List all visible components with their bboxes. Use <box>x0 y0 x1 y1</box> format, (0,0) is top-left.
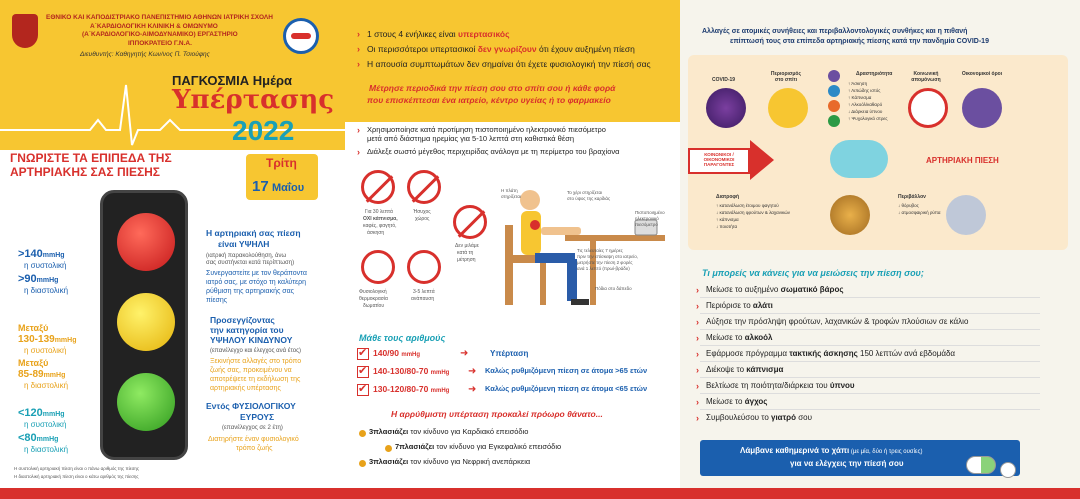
pill-icon <box>966 456 996 474</box>
covid-title-2: επίπτωσή τους στα επίπεδα αρτηριακής πίεσης κατά την πανδημία COVID-19 <box>730 38 989 45</box>
top-icon-label-2: Περιορισμός στο σπίτι <box>770 71 802 83</box>
diet-item-3: ↑ κάπνισμα <box>716 217 739 222</box>
blood-pressure-label: ΑΡΤΗΡΙΑΚΗ ΠΙΕΣΗ <box>926 156 999 165</box>
yellow-diastolic-value: 85-89mmHg <box>18 369 66 380</box>
check-icon <box>357 384 369 396</box>
days-label-1: Τις τελευταίες 7 ημέρες <box>577 248 623 253</box>
activity-item-5: ↓ Διάρκεια ύπνου <box>848 109 883 114</box>
activity-item-2: ↑ Λιπώδης ιστός <box>848 88 881 93</box>
socio-arrow-head <box>750 140 774 180</box>
right-panel <box>680 0 1080 499</box>
no-noise-icon <box>407 170 441 204</box>
green-desc-h2: ΕΥΡΟΥΣ <box>240 412 275 422</box>
can-do-title: Τι μπορείς να κάνεις για να μειώσεις την πίεση σου; <box>702 268 924 278</box>
back-label-1: Η πλάτη <box>501 188 518 193</box>
footnote-2: Η διαστολική αρτηριακή πίεση είναι ο κάτω αριθμός της πίεσης <box>14 474 139 479</box>
activity-item-1: ↑ Άσκηση <box>848 81 868 86</box>
header-line-3: (Α΄ΚΑΡΔΙΟΛΟΓΙΚΟ-ΑΙΜΟΔΥΝΑΜΙΚΟ) ΕΡΓΑΣΤΗΡΙΟ <box>82 31 238 38</box>
risk-bullet-icon <box>359 460 366 467</box>
header-line-4: ΙΠΠΟΚΡΑΤΕΙΟ Γ.Ν.Α. <box>128 40 192 47</box>
director-line: Διευθυντής: Καθηγητής Κων/νος Π. Τσιούφης <box>80 51 210 58</box>
risk-bullet-icon <box>385 445 392 452</box>
yellow-desc-h2: την κατηγορία του <box>210 325 284 335</box>
days-label-4: ανά 1 λεπτό (πρωί-βράδυ) <box>577 266 630 271</box>
yellow-desc-h1: Προσεγγίζοντας <box>210 315 275 325</box>
date-number: 17 <box>252 178 269 195</box>
advice-arrow: › <box>696 413 699 423</box>
check-icon <box>357 348 369 360</box>
advice-divider <box>700 313 1040 314</box>
advice-4: Μείωσε το αλκοόλ <box>706 333 773 342</box>
factory-icon <box>946 195 986 235</box>
yellow-pre-1: Μεταξύ <box>18 323 49 333</box>
risk-line-1: 3πλασιάζει τον κίνδυνο για Καρδιακό επεισόδιο <box>369 427 529 436</box>
yellow-pre-2: Μεταξύ <box>18 358 49 368</box>
advice-3: Αύξησε την πρόσληψη φρούτων, λαχανικών & τροφών πλούσιων σε κάλιο <box>706 317 969 326</box>
temp-cap-2: θερμοκρασία <box>359 296 388 302</box>
activity-icons <box>828 70 848 132</box>
advice-7: Βελτίωσε τη ποιότητα/διάρκεια του ύπνου <box>706 381 855 390</box>
red-diastolic-label: η διαστολική <box>24 286 69 295</box>
number-row-2-desc: Καλώς ρυθμιζόμενη πίεση σε άτομα >65 ετών <box>485 366 648 375</box>
risk-line-2: 7πλασιάζει τον κίνδυνο για Εγκεφαλικό επεισόδιο <box>395 442 562 451</box>
left-panel <box>0 0 345 499</box>
yellow-desc-p1: Ξεκινήστε αλλαγές στο τρόπο <box>210 358 302 365</box>
check-icon <box>357 366 369 378</box>
risk-line-3: 3πλασιάζει τον κίνδυνο για Νεφρική ανεπάρκεια <box>369 457 531 466</box>
red-desc-small-2: σας συστήνεται κατά περίπτωση) <box>206 260 295 266</box>
yellow-systolic-value: 130-139mmHg <box>18 334 77 345</box>
temp-cap-1: Φυσιολογική <box>359 289 387 295</box>
env-label: Περιβάλλον <box>898 194 926 200</box>
top-icon-label-1: COVID-19 <box>712 77 736 83</box>
number-row-2-value: 140-130/80-70 mmHg <box>373 366 450 376</box>
activity-item-4: ↑ Αλκοόλ/καθαρό <box>848 102 883 107</box>
yellow-desc-small-1: (επανέλεγχο και έλεγχος ανά έτος) <box>210 348 301 354</box>
green-lamp <box>117 373 175 431</box>
green-desc-p1: Διατηρήστε έναν φυσιολογικό <box>208 436 299 443</box>
day-label: Τρίτη <box>266 156 297 170</box>
year-title: 2022 <box>232 115 295 146</box>
red-desc-small-1: (ιατρική παρακολούθηση, άνω <box>206 253 287 259</box>
early-death-title: Η αρρύθμιστη υπέρταση προκαλεί πρόωρο θάνατο... <box>391 409 603 419</box>
food-icon <box>830 195 870 235</box>
middle-panel <box>345 0 680 499</box>
days-label-2: πριν την επίσκεψη στο ιατρείο, <box>577 254 638 259</box>
stat-arrow-2: › <box>357 44 360 54</box>
red-lamp <box>117 213 175 271</box>
world-day-title: ΠΑΓΚΟΣΜΙΑ Ημέρα <box>172 73 292 88</box>
advice-divider <box>700 297 1040 298</box>
bottom-bar <box>0 488 1080 499</box>
back-label-2: στηρίζεται <box>501 194 521 199</box>
footnote-1: Η συστολική αρτηριακή πίεση είναι ο πάνω αριθμός της πίεσης <box>14 466 140 471</box>
red-desc-p1: Συνεργαστείτε με τον θεράποντα <box>206 270 307 277</box>
advice-arrow: › <box>696 285 699 295</box>
yellow-systolic-label: η συστολική <box>24 346 67 355</box>
yellow-desc-p4: αρτηριακής υπέρτασης <box>210 385 281 392</box>
tip-arrow-2: › <box>357 147 360 157</box>
stat-arrow-3: › <box>357 59 360 69</box>
yellow-desc-p3: αποτρέψετε τη εκδήλωση της <box>210 376 301 383</box>
social-isolation-icon <box>908 88 948 128</box>
advice-arrow: › <box>696 397 699 407</box>
top-icon-label-4: Κοινωνική απομόνωση <box>911 71 941 83</box>
no-talking-icon <box>453 205 487 239</box>
no-smoke-cap-3: καφές, φαγητό, <box>363 223 397 229</box>
advice-8: Μείωσε το άγχος <box>706 397 768 406</box>
days-label-3: μετρήστε την πίεση 2 φορές <box>577 260 633 265</box>
no-smoke-cap-2: ΟΧΙ κάπνισμα, <box>363 216 398 222</box>
timer-cap-1: 3-5 λεπτά <box>413 289 435 295</box>
yellow-desc-p2: ζωής σας, προκειμένου να <box>210 367 292 374</box>
covid-title-1: Αλλαγές σε ατομικές συνήθειες και περιβαλλοντολογικές συνθήκες και η πιθανή <box>702 28 968 35</box>
advice-divider <box>700 329 1040 330</box>
know-title-2: ΑΡΤΗΡΙΑΚΗΣ ΣΑΣ ΠΙΕΣΗΣ <box>10 165 161 179</box>
no-noise-cap-1: Ήσυχος <box>413 209 431 215</box>
red-desc-h1: Η αρτηριακή σας πίεση <box>206 228 301 238</box>
env-item-2: ↓ ατμοσφαιρική ρύπα <box>898 210 941 215</box>
top-icon-label-3: Δραστηριότητα <box>856 71 893 77</box>
advice-arrow: › <box>696 317 699 327</box>
advice-divider <box>700 361 1040 362</box>
diet-label: Διατροφή <box>716 194 740 200</box>
advice-9: Συμβουλεύσου το γιατρό σου <box>706 413 812 422</box>
advice-arrow: › <box>696 333 699 343</box>
top-icon-label-5: Οικονομικοί όροι <box>961 71 1003 77</box>
red-desc-p4: πίεσης <box>206 297 228 304</box>
home-stay-icon <box>768 88 808 128</box>
red-diastolic-value: >90mmHg <box>18 273 59 285</box>
number-row-1-arrow: ➜ <box>460 348 469 359</box>
red-desc-p2: ιατρό σας, με στόχο τη καλύτερη <box>206 279 307 286</box>
advice-divider <box>700 393 1040 394</box>
numbers-title: Μάθε τους αριθμούς <box>359 333 446 343</box>
risk-bullet-icon <box>359 430 366 437</box>
virus-icon <box>706 88 746 128</box>
red-desc-h2: είναι ΥΨΗΛΗ <box>218 239 270 249</box>
arm-label-1: Το χέρι στηρίζεται <box>567 190 603 195</box>
header-line-1: ΕΘΝΙΚΟ ΚΑΙ ΚΑΠΟΔΙΣΤΡΙΑΚΟ ΠΑΝΕΠΙΣΤΗΜΙΟ ΑΘΗΝΩΝ ΙΑΤΡΙΚΗ ΣΧΟΛΗ <box>46 14 273 21</box>
green-diastolic-value: <80mmHg <box>18 432 59 444</box>
activity-item-3: ↑ Κάπνισμα <box>848 95 872 100</box>
stat-line-1: 1 στους 4 ενήλικες είναι υπερτασικός <box>367 29 510 39</box>
green-desc-small-1: (επανέλεγχος σε 2 έτη) <box>222 425 283 431</box>
heart-icon <box>830 140 888 178</box>
no-talk-cap-1: Δεν μιλάμε <box>455 243 479 249</box>
advice-arrow: › <box>696 365 699 375</box>
device-label-2: ηλεκτρονικό <box>635 216 659 221</box>
timer-icon <box>407 250 441 284</box>
yellow-diastolic-label: η διαστολική <box>24 381 69 390</box>
feet-label: Πόδια στο δάπεδο <box>595 286 632 291</box>
no-talk-cap-3: μέτρηση <box>457 257 476 263</box>
green-desc-h1: Εντός ΦΥΣΙΟΛΟΓΙΚΟΥ <box>206 401 296 411</box>
advice-arrow: › <box>696 381 699 391</box>
advice-divider <box>700 409 1040 410</box>
socio-label: ΚΟΙΝΩΝΙΚΟΙ / ΟΙΚΟΝΟΜΙΚΟΙ ΠΑΡΑΓΟΝΤΕΣ <box>703 152 735 168</box>
activity-item-6: ↑ Ψυχολογικό στρες <box>848 116 888 121</box>
tip-1-line-1: Χρησιμοποίησε κατά προτίμηση πιστοποιημένο ηλεκτρονικό πιεσόμετρο <box>367 125 606 134</box>
traffic-light <box>100 190 188 460</box>
economic-icon <box>962 88 1002 128</box>
university-logo <box>12 14 38 48</box>
no-noise-cap-2: χώρος <box>415 216 430 222</box>
tip-arrow-1: › <box>357 125 360 135</box>
number-row-1-desc: Υπέρταση <box>490 349 529 358</box>
yellow-lamp <box>117 293 175 351</box>
advice-arrow: › <box>696 301 699 311</box>
red-systolic-label: η συστολική <box>24 261 67 270</box>
red-desc-p3: ρύθμιση της αρτηριακής σας <box>206 288 295 295</box>
number-row-1-value: 140/90 mmHg <box>373 348 421 358</box>
pill-line-1: Λάμβανε καθημερινά το χάπι (με μία, δύο ή τρεις ουσίες) <box>740 446 923 455</box>
green-diastolic-label: η διαστολική <box>24 445 69 454</box>
advice-divider <box>700 345 1040 346</box>
red-systolic-value: >140mmHg <box>18 248 65 260</box>
measure-line-1: Μέτρησε περιοδικά την πίεση σου στο σπίτι σου ή κάθε φορά <box>369 83 616 93</box>
no-smoke-cap-4: άσκηση <box>367 230 385 236</box>
know-title-1: ΓΝΩΡΙΣΤΕ ΤΑ ΕΠΙΠΕΔΑ ΤΗΣ <box>10 151 172 165</box>
advice-arrow: › <box>696 349 699 359</box>
stat-arrow-1: › <box>357 29 360 39</box>
no-talk-cap-2: κατά τη <box>457 250 474 256</box>
number-row-3-desc: Καλώς ρυθμιζόμενη πίεση σε άτομα <65 ετών <box>485 384 648 393</box>
advice-6: Διέκοψε το κάπνισμα <box>706 365 784 374</box>
advice-1: Μείωσε το αυξημένο σωματικό βάρος <box>706 285 844 294</box>
green-systolic-value: <120mmHg <box>18 407 65 419</box>
diet-item-2: ↓ κατανάλωση φρούτων & λαχανικών <box>716 210 790 215</box>
arm-label-2: στο ύψος της καρδιάς <box>567 196 611 201</box>
measure-line-2: που επισκέπτεσαι ένα ιατρείο, κέντρο υγείας ή το φαρμακείο <box>367 95 611 105</box>
temp-cap-3: δωματίου <box>363 303 385 309</box>
tip-1-line-2: μετά από διάστημα ηρεμίας για 5-10 λεπτά στη καθιστικά θέση <box>367 134 574 143</box>
date-month: Μαΐου <box>272 182 305 194</box>
thermometer-icon <box>361 250 395 284</box>
number-row-3-value: 130-120/80-70 mmHg <box>373 384 450 394</box>
advice-5: Εφάρμοσε πρόγραμμα τακτικής άσκησης 150 λεπτών ανά εβδομάδα <box>706 349 956 358</box>
number-row-3-arrow: ➜ <box>468 384 477 395</box>
tablet-icon <box>1000 462 1016 478</box>
green-systolic-label: η συστολική <box>24 420 67 429</box>
diet-item-4: ↓ ποιοτήτα <box>716 224 738 229</box>
no-smoking-icon <box>361 170 395 204</box>
hospital-logo <box>283 18 319 54</box>
pill-line-2: για να ελέγχεις την πίεσή σου <box>790 459 904 468</box>
green-desc-p2: τρόπο ζωής <box>236 445 273 452</box>
stat-line-2: Οι περισσότεροι υπερτασικοί δεν γνωρίζουν ότι έχουν αυξημένη πίεση <box>367 44 635 54</box>
tip-2-line-1: Διάλεξε σωστό μέγεθος περιχειρίδας ανάλογα με τη περίμετρο του βραχίονα <box>367 147 620 156</box>
timer-cap-2: ανάπαυση <box>411 296 435 302</box>
device-label-3: πιεσόμετρο <box>635 222 658 227</box>
device-label-1: Πιστοποιημένο <box>635 210 665 215</box>
hypertension-title: Υπέρτασης <box>172 85 335 115</box>
env-item-1: ↓ θόρυβος <box>898 203 919 208</box>
stat-line-3: Η απουσία συμπτωμάτων δεν σημαίνει ότι έχετε φυσιολογική την πίεσή σας <box>367 59 651 69</box>
no-smoke-cap-1: Για 30 λεπτά <box>365 209 393 215</box>
advice-divider <box>700 377 1040 378</box>
header-line-2: Α΄ΚΑΡΔΙΟΛΟΓΙΚΗ ΚΛΙΝΙΚΗ & ΟΜΩΝΥΜΟ <box>90 23 218 30</box>
yellow-desc-h3: ΥΨΗΛΟΥ ΚΙΝΔΥΝΟΥ <box>210 335 293 345</box>
number-row-2-arrow: ➜ <box>468 366 477 377</box>
advice-2: Περιόρισε το αλάτι <box>706 301 773 310</box>
diet-item-1: ↑ κατανάλωση έτοιμου φαγητού <box>716 203 779 208</box>
